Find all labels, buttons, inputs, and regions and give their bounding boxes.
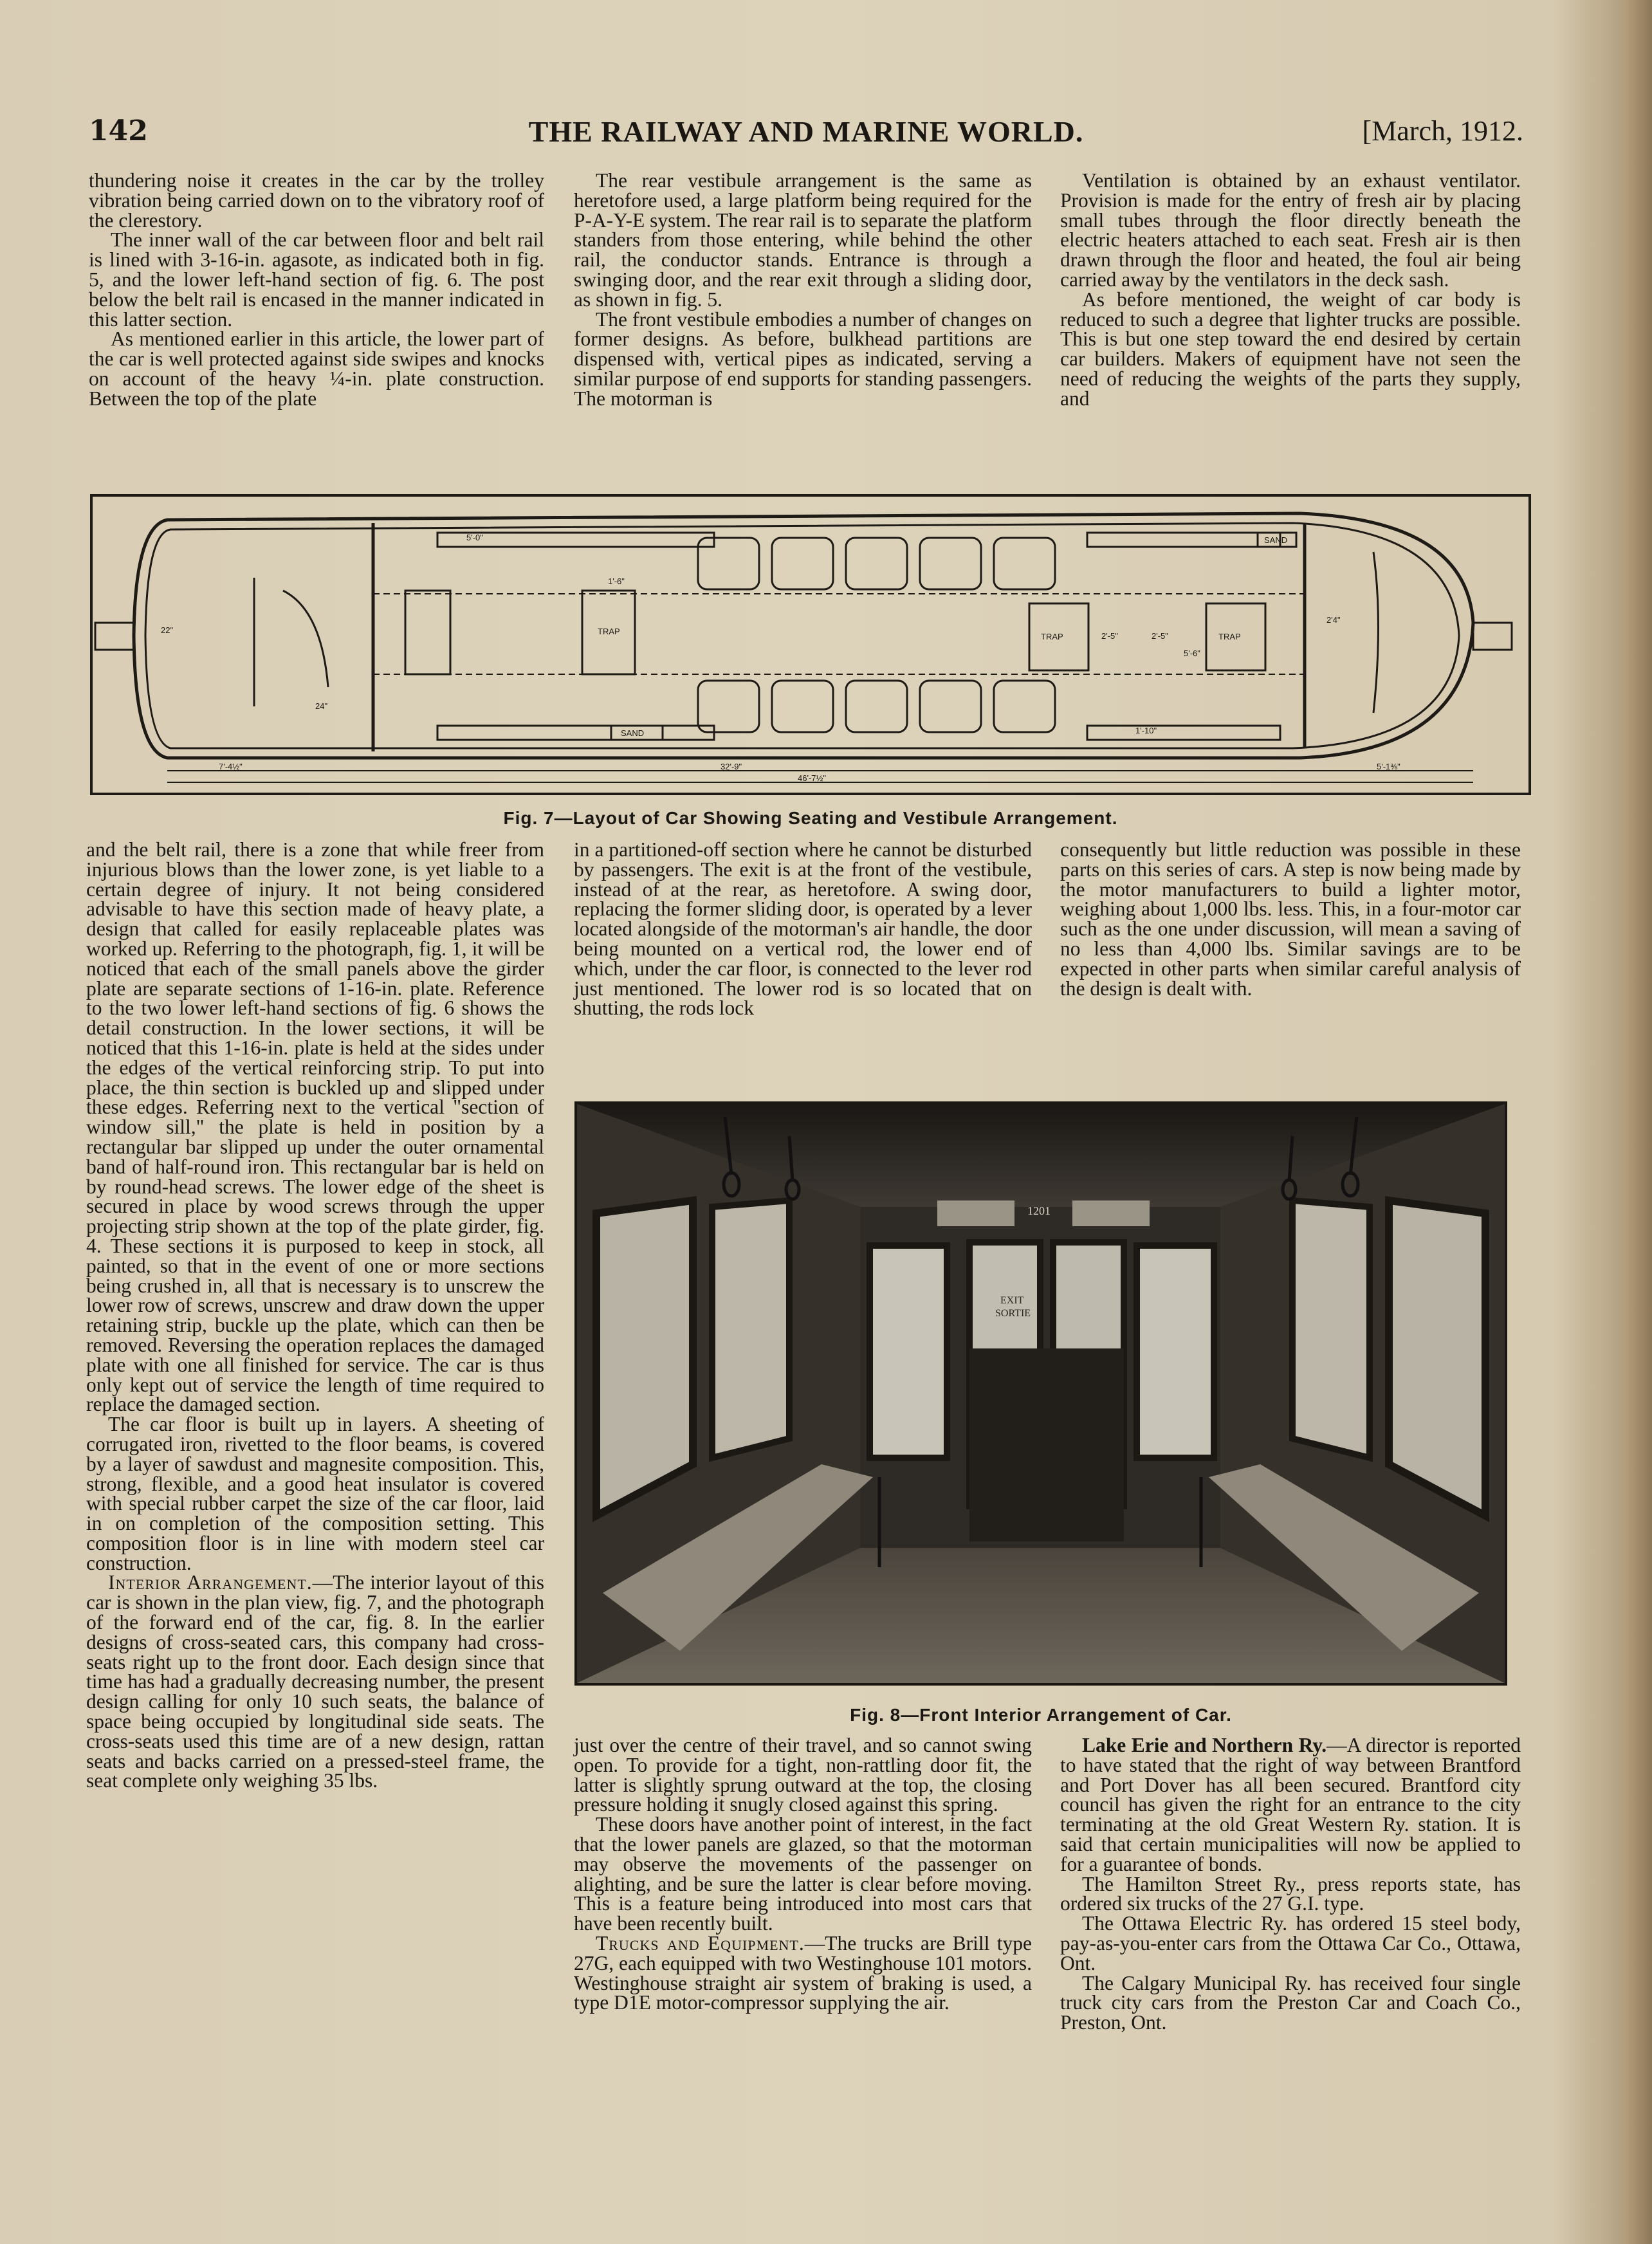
running-header xyxy=(89,115,1523,160)
trap-label: TRAP xyxy=(1041,632,1063,641)
fig7-car-layout-drawing xyxy=(90,494,1531,795)
interior-photo-svg xyxy=(577,1104,1505,1683)
sortie-sign: SORTIE xyxy=(995,1308,1031,1319)
paragraph: As before mentioned, the weight of car body is reduced to such a degree that lighter trucks are possible. This is but one step toward the end desired by certain car builders. Makers of equipment have not seen the need of reducing the weights of the parts they supply, and xyxy=(1060,288,1521,410)
dimension-label: 1'-10" xyxy=(1135,726,1157,735)
dimension-label: 46'-7½" xyxy=(798,773,826,783)
dimension-label: 5'-1⅜" xyxy=(1377,762,1400,771)
issue-date: [March, 1912. xyxy=(1362,115,1523,147)
paragraph: Ventilation is obtained by an exhaust ventilator. Provision is made for the entry of fresh air by placing small tubes through the floor directly beneath the electric heaters attached to each seat. Fresh air is then drawn through the floor and heated, the foul air being carried away by the ventilators in the deck sash. xyxy=(1060,169,1521,291)
dimension-label: 5'-0" xyxy=(466,533,483,542)
dimension-label: 32'-9" xyxy=(720,762,742,771)
exit-sign: EXIT xyxy=(1000,1295,1024,1306)
paragraph: These doors have another point of interest, in the fact that the lower panels are glazed, so that the motorman may observe the movements of the passenger on alighting, and be sure the latter is clear before moving. This is a feature being introduced into most cars that have been recently built. xyxy=(574,1813,1032,1935)
paragraph: The Hamilton Street Ry., press reports state, has ordered six trucks of the 27 G.I. type. xyxy=(1060,1872,1521,1915)
paragraph: The inner wall of the car between floor and belt rail is lined with 3-16-in. agasote, as indicated both in fig. 5, and the lower left-hand section of fig. 6. The post below the belt rail is encased in the manner indicated in this latter section. xyxy=(89,228,544,331)
paragraph: and the belt rail, there is a zone that while freer from injurious blows than the lower zone, is yet liable to a certain degree of injury. It not being considered advisable to have this section made of heavy plate, a design that called for easily replaceable plates was worked up. Referring to the photograph, fig. 1, it will be noticed that each of the small panels above the girder plate are separate sections of 1-16-in. plate. Reference to the two lower left-hand sections of fig. 6 shows the detail construction. In the lower sections, it will be noticed that this 1-16-in. plate is held at the sides under the edges of the vertical reinforcing strip. To put into place, the thin section is buckled up and slipped under these edges. Referring next to the vertical "section of window sill," the plate is held in position by a rectangular bar slipped up under the outer ornamental band of half-round iron. This rectangular bar is held on by round-head screws. The lower edge of the sheet is secured in place by wood screws through the upper projecting strip shown at the top of the plate girder, fig. 4. These sections it is purposed to keep in stock, all painted, so that in the event of one or more sections being crushed in, all that is necessary is to unscrew the lower row of screws, unscrew and draw down the upper retaining strip, buckle up the plate, which can then be removed. Reversing the operation replaces the damaged plate with one all finished for service. The car is thus only kept out of service the length of time required to replace the damaged section. xyxy=(86,838,544,1416)
column-2-mid xyxy=(574,840,1032,1089)
paragraph: As mentioned earlier in this article, the lower part of the car is well protected against side swipes and knocks on account of the heavy ¼-in. plate construction. Between the top of the plate xyxy=(89,327,544,410)
dimension-label: 5'-6" xyxy=(1184,648,1200,658)
column-2-bottom xyxy=(574,1736,1032,2147)
lake-erie-text: —A director is reported to have stated that the right of way between Brantford and Port Dover has all been secured. Brantford city council has given the right for an entrance to the city terminating at the old Great Western Ry. station. It is said that certain municipalities will now be applied to for a guarantee of bonds. xyxy=(1060,1734,1521,1875)
car-number: 1201 xyxy=(1027,1204,1051,1217)
fig7-caption: Fig. 7—Layout of Car Showing Seating and Vestibule Arrangement. xyxy=(503,808,1118,828)
dimension-label: 24" xyxy=(315,701,328,711)
paragraph: The Ottawa Electric Ry. has ordered 15 steel body, pay-as-you-enter cars from the Ottawa Car Co., Ottawa, Ont. xyxy=(1060,1912,1521,1974)
dimension-label: 2'4" xyxy=(1326,615,1341,625)
lake-erie-paragraph xyxy=(1060,1736,1521,1875)
column-2-top xyxy=(574,171,1032,477)
dimension-label: 2'-5" xyxy=(1152,631,1168,641)
column-3-top xyxy=(1060,171,1521,477)
paragraph: The front vestibule embodies a number of changes on former designs. As before, bulkhead partitions are dispensed with, vertical pipes as indicated, serving a similar purpose of end supports for standing passengers. The motorman is xyxy=(574,308,1032,410)
paragraph: thundering noise it creates in the car by the trolley vibration being carried down on to the vibratory roof of the clerestory. xyxy=(89,169,544,232)
interior-arrangement-paragraph xyxy=(86,1573,544,1791)
trucks-paragraph xyxy=(574,1931,1032,2014)
page-number: 142 xyxy=(89,115,148,147)
lake-erie-heading: Lake Erie and Northern Ry. xyxy=(1082,1734,1327,1756)
column-3-mid xyxy=(1060,840,1521,1089)
paragraph: just over the centre of their travel, and so cannot swing open. To provide for a tight, non-rattling door fit, the latter is slightly sprung outward at the top, the closing pressure holding it snugly closed against this spring. xyxy=(574,1734,1032,1816)
journal-title: THE RAILWAY AND MARINE WORLD. xyxy=(528,115,1084,148)
binding-edge xyxy=(1624,0,1652,2244)
dimension-label: 1'-6" xyxy=(608,576,625,586)
interior-arrangement-text: —The interior layout of this car is shown in the plan view, fig. 7, and the photograph of the forward end of the car, fig. 8. In the earlier designs of cross-seated cars, this company had cross-seats right up to the front door. Each design since that time has had a gradually decreasing number, the present design calling for only 10 such seats, the balance of space being occupied by longitudinal side seats. The cross-seats used this time are of a new design, rattan seats and backs carried on a pressed-steel frame, the seat complete only weighing 35 lbs. xyxy=(86,1571,544,1792)
trucks-heading: Trucks and Equipment. xyxy=(596,1931,805,1954)
paragraph: The car floor is built up in layers. A sheeting of corrugated iron, rivetted to the floor beams, is covered by a layer of sawdust and magnesite composition. This, strong, flexible, and a good heat insulator is covered with special rubber carpet the size of the car floor, laid in on completion of the composition setting. This composition floor is in line with modern steel car construction. xyxy=(86,1413,544,1574)
trucks-text: —The trucks are Brill type 27G, each equipped with two Westinghouse 101 motors. Westinghouse straight air system of braking is used, a type D1E motor-compressor supplying the air. xyxy=(574,1931,1032,2014)
trap-label: TRAP xyxy=(1218,632,1241,641)
column-1-mid xyxy=(86,838,544,1792)
column-1-top xyxy=(89,171,544,477)
sand-label: SAND xyxy=(1264,535,1288,545)
dimension-label: 7'-4½" xyxy=(219,762,243,771)
fig8-interior-photo xyxy=(574,1101,1507,1686)
column-3-bottom xyxy=(1060,1736,1521,2147)
paragraph: consequently but little reduction was possible in these parts on this series of cars. A step is now being made by the motor manufacturers to build a lighter motor, weighing about 1,000 lbs. less. This, in a four-motor car such as the one under discussion, will mean a saving of no less than 4,000 lbs. Similar savings are to be expected in other parts when similar careful analysis of the design is dealt with. xyxy=(1060,838,1521,1000)
dimension-label: 2'-5" xyxy=(1101,631,1118,641)
paragraph: in a partitioned-off section where he cannot be disturbed by passengers. The exit is at the front of the vestibule, instead of at the rear, as heretofore. A swing door, replacing the former sliding door, is operated by a lever located alongside of the motorman's air handle, the door being mounted on a vertical rod, the lower end of which, under the car floor, is connected to the lever rod just mentioned. The lower rod is so located that on shutting, the rods lock xyxy=(574,838,1032,1020)
interior-arrangement-heading: Interior Arrangement. xyxy=(108,1571,313,1594)
paragraph: The Calgary Municipal Ry. has received four single truck city cars from the Preston Car and Coach Co., Preston, Ont. xyxy=(1060,1971,1521,2034)
paragraph: The rear vestibule arrangement is the same as heretofore used, a large platform being required for the P-A-Y-E system. The rear rail is to separate the platform standers from those entering, while behind the other rail, the conductor stands. Entrance is through a swinging door, and the rear exit through a sliding door, as shown in fig. 5. xyxy=(574,169,1032,311)
trap-label: TRAP xyxy=(598,627,620,636)
car-plan-svg xyxy=(90,494,1531,795)
sand-label: SAND xyxy=(621,728,645,738)
dimension-label: 22" xyxy=(161,625,174,635)
fig8-caption: Fig. 8—Front Interior Arrangement of Car. xyxy=(850,1705,1232,1725)
